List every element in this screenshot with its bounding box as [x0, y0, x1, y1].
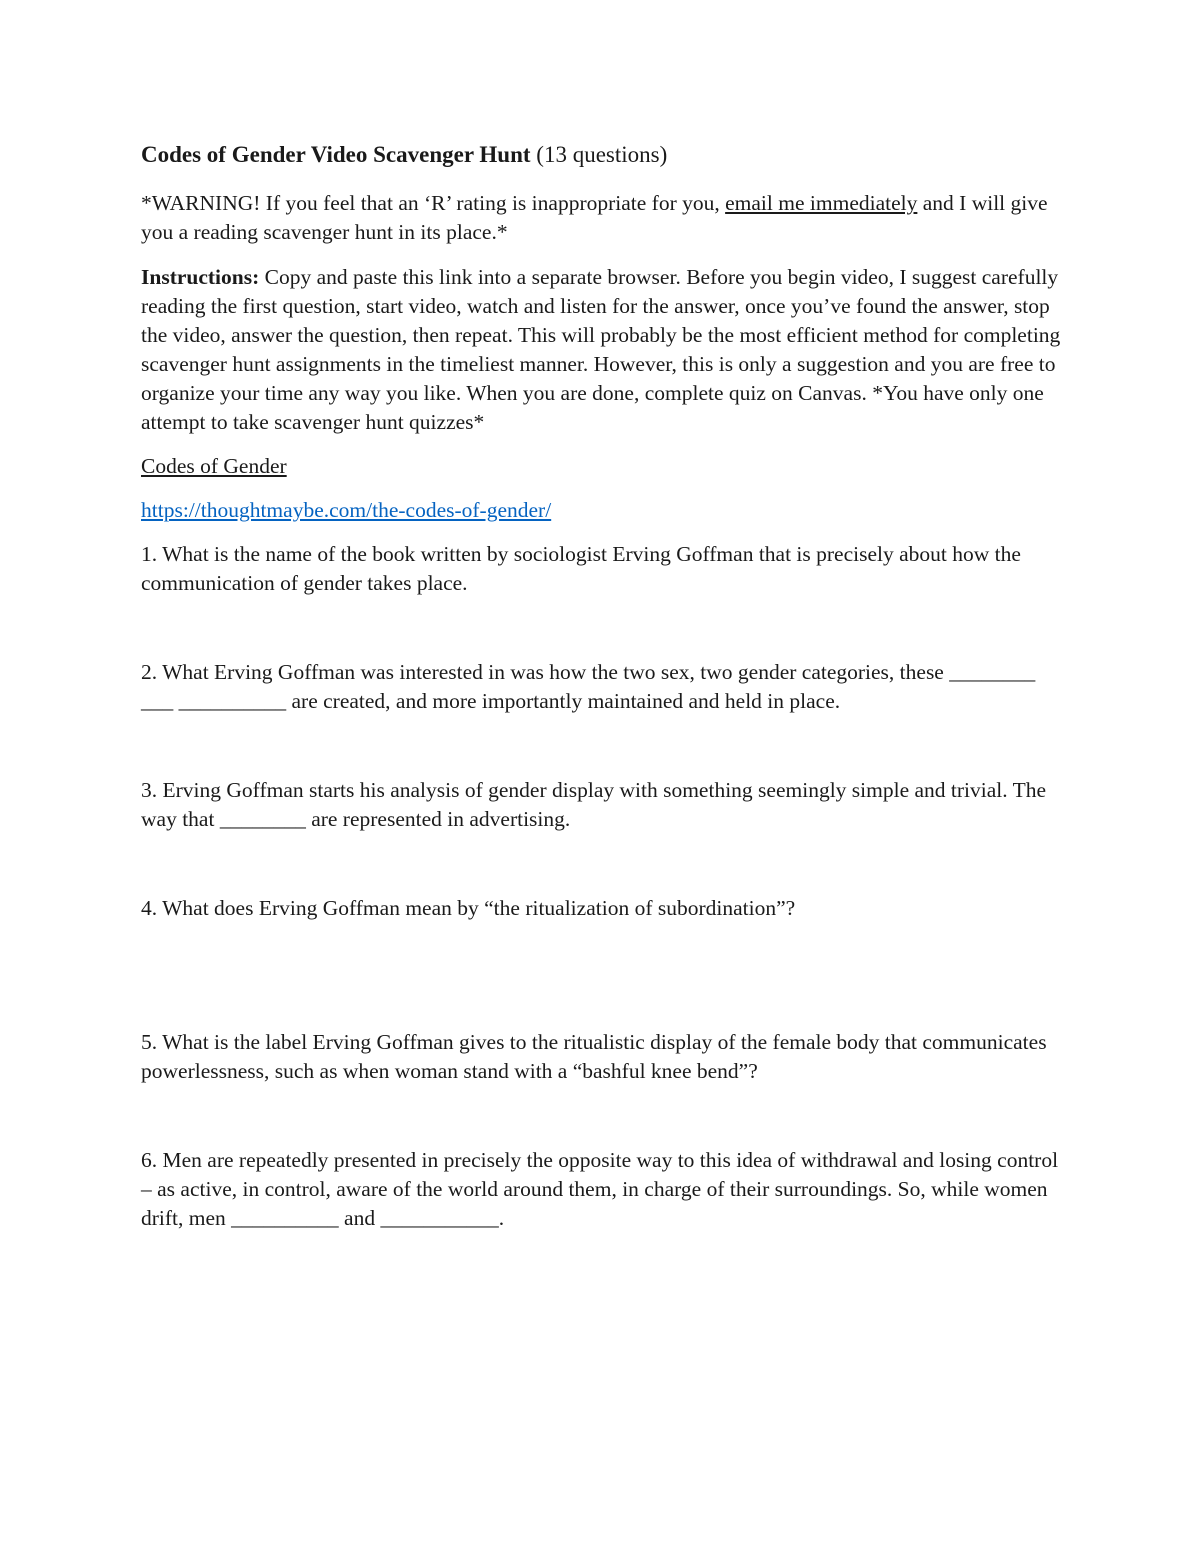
instructions-paragraph — [141, 263, 1066, 437]
document-page — [141, 140, 1066, 1233]
question-3-text-end: are represented in advertising. — [305, 807, 571, 831]
question-6-blank-2: ___________ — [380, 1206, 499, 1230]
video-title: Codes of Gender — [141, 454, 287, 478]
question-2-text-end: are created, and more importantly maintained and held in place. — [286, 689, 841, 713]
question-2 — [141, 658, 1066, 716]
question-4: 4. What does Erving Goffman mean by “the ritualization of subordination”? — [141, 896, 796, 920]
warning-text-end: and I will give you a reading scavenger hunt in its place.* — [141, 191, 1048, 244]
question-3 — [141, 776, 1066, 834]
question-2-text-start: 2. What Erving Goffman was interested in was how the two sex, two gender categories, these — [141, 660, 950, 684]
instructions-label: Instructions: — [141, 265, 260, 289]
video-link[interactable]: https://thoughtmaybe.com/the-codes-of-gender/ — [141, 498, 552, 522]
title-bold: Codes of Gender Video Scavenger Hunt — [141, 142, 531, 167]
question-3-blank: ________ — [219, 807, 306, 831]
instructions-text: Copy and paste this link into a separate browser. Before you begin video, I suggest carefully reading the first question, start video, watch and listen for the answer, once you’ve found the answer, stop the video, answer the question, then repeat. This will probably be the most efficient method for completing scavenger hunt assignments in the timeliest manner. However, this is only a suggestion and you are free to organize your time any way you like. When you are done, complete quiz on Canvas. *You have only one attempt to take scavenger hunt quizzes* — [141, 265, 1061, 434]
question-6-blank-1: __________ — [231, 1206, 339, 1230]
question-3-text-start: 3. Erving Goffman starts his analysis of gender display with something seemingly simple and trivial. The way that — [141, 778, 1047, 831]
document-title — [141, 140, 1066, 170]
question-6-text-start: 6. Men are repeatedly presented in precisely the opposite way to this idea of withdrawal and losing control – as active, in control, aware of the world around them, in charge of their surroundings. So, while women drift, men — [141, 1148, 1059, 1230]
question-5: 5. What is the label Erving Goffman gives to the ritualistic display of the female body that communicates powerlessness, such as when woman stand with a “bashful knee bend”? — [141, 1030, 1047, 1083]
warning-text-start: *WARNING! If you feel that an ‘R’ rating is inappropriate for you, — [141, 191, 726, 215]
question-6-text-end: . — [498, 1206, 505, 1230]
warning-paragraph — [141, 189, 1066, 247]
title-question-count: (13 questions) — [530, 142, 668, 167]
question-2-blanks: ________ ___ __________ — [141, 660, 1036, 713]
question-1: 1. What is the name of the book written by sociologist Erving Goffman that is precisely about how the communication of gender takes place. — [141, 542, 1021, 595]
email-link[interactable]: email me immediately — [725, 191, 918, 215]
question-6-text-middle: and — [338, 1206, 381, 1230]
question-6 — [141, 1146, 1066, 1233]
